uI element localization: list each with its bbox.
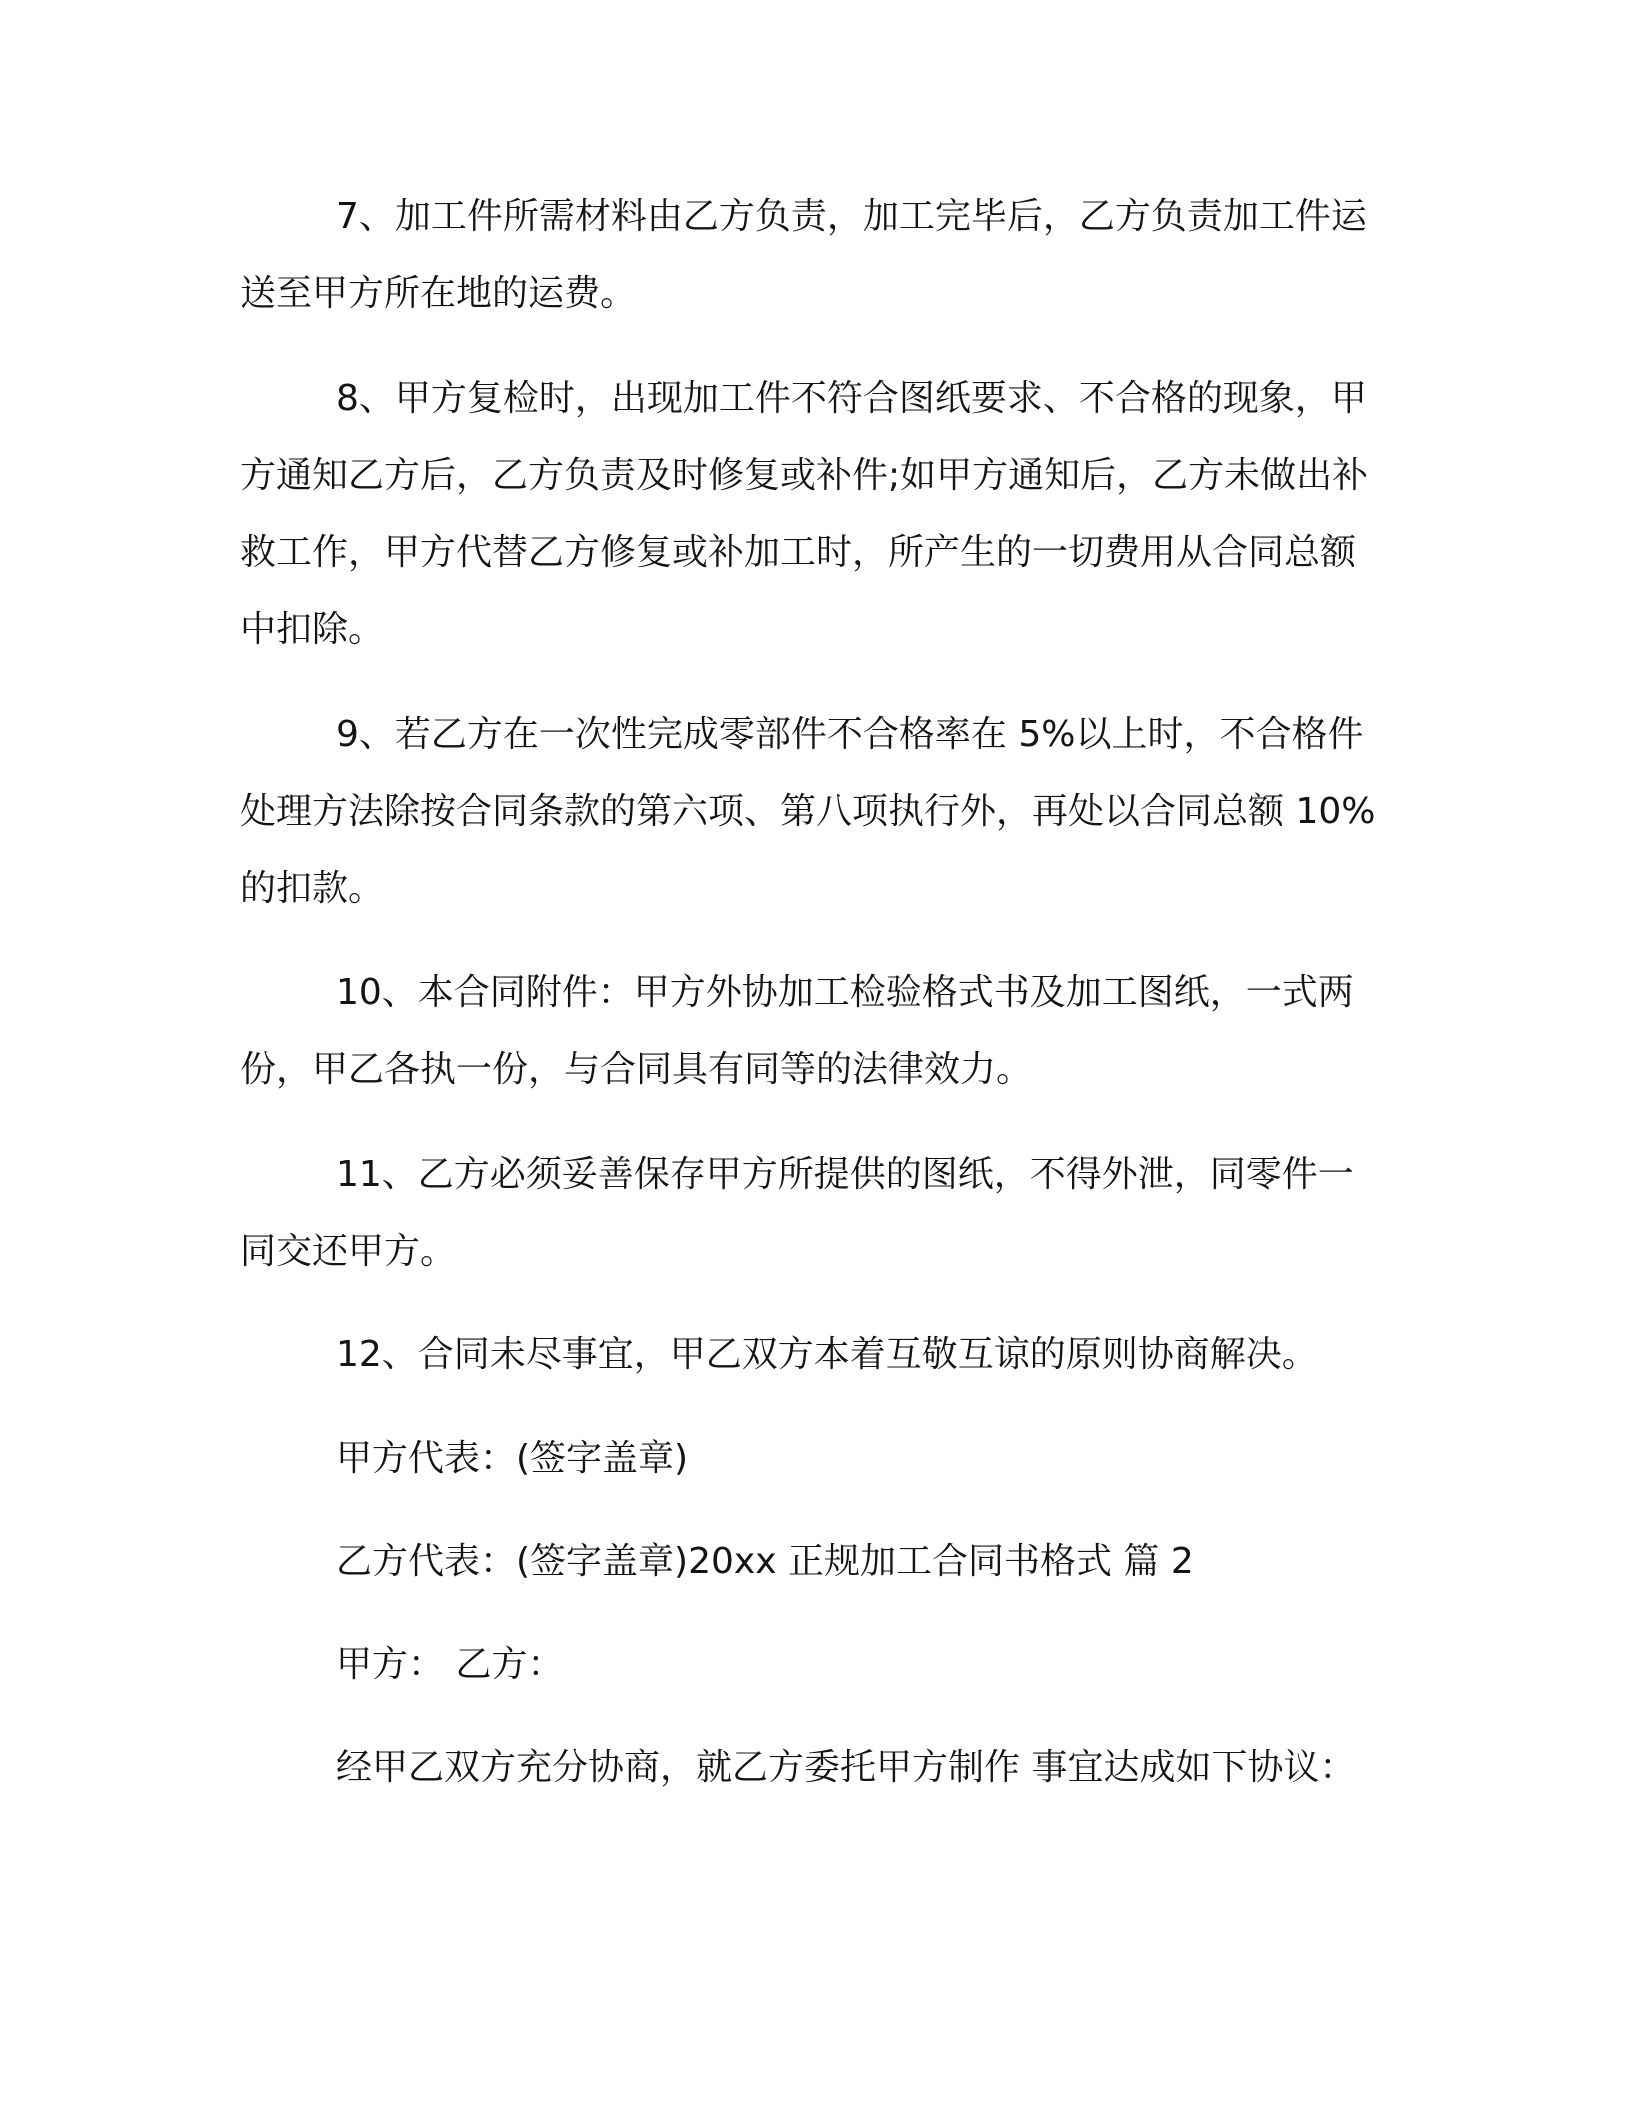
clause-9: 9、若乙方在一次性完成零部件不合格率在 5%以上时，不合格件处理方法除按合同条款的第六项、第八项执行外，再处以合同总额 10%的扣款。 xyxy=(240,714,1376,909)
parties-line: 甲方： 乙方： xyxy=(336,1644,564,1685)
party-b-representative: 乙方代表：(签字盖章)20xx 正规加工合同书格式 篇 2 xyxy=(336,1541,1194,1582)
clause-11: 11、乙方必须妥善保存甲方所提供的图纸，不得外泄，同零件一同交还甲方。 xyxy=(240,1154,1354,1272)
clause-12: 12、合同未尽事宜，甲乙双方本着互敬互谅的原则协商解决。 xyxy=(336,1334,1318,1375)
party-a-representative: 甲方代表：(签字盖章) xyxy=(336,1438,689,1479)
clause-8: 8、甲方复检时，出现加工件不符合图纸要求、不合格的现象，甲方通知乙方后，乙方负责及时修复或补件;如甲方通知后，乙方未做出补救工作，甲方代替乙方修复或补加工时，所产生的一切费用从合同总额中扣除。 xyxy=(240,378,1369,650)
agreement-intro: 经甲乙双方充分协商，就乙方委托甲方制作 事宜达成如下协议： xyxy=(336,1747,1356,1788)
clause-7: 7、加工件所需材料由乙方负责，加工完毕后，乙方负责加工件运送至甲方所在地的运费。 xyxy=(240,196,1367,314)
clause-10: 10、本合同附件：甲方外协加工检验格式书及加工图纸，一式两份，甲乙各执一份，与合同具有同等的法律效力。 xyxy=(240,972,1354,1090)
